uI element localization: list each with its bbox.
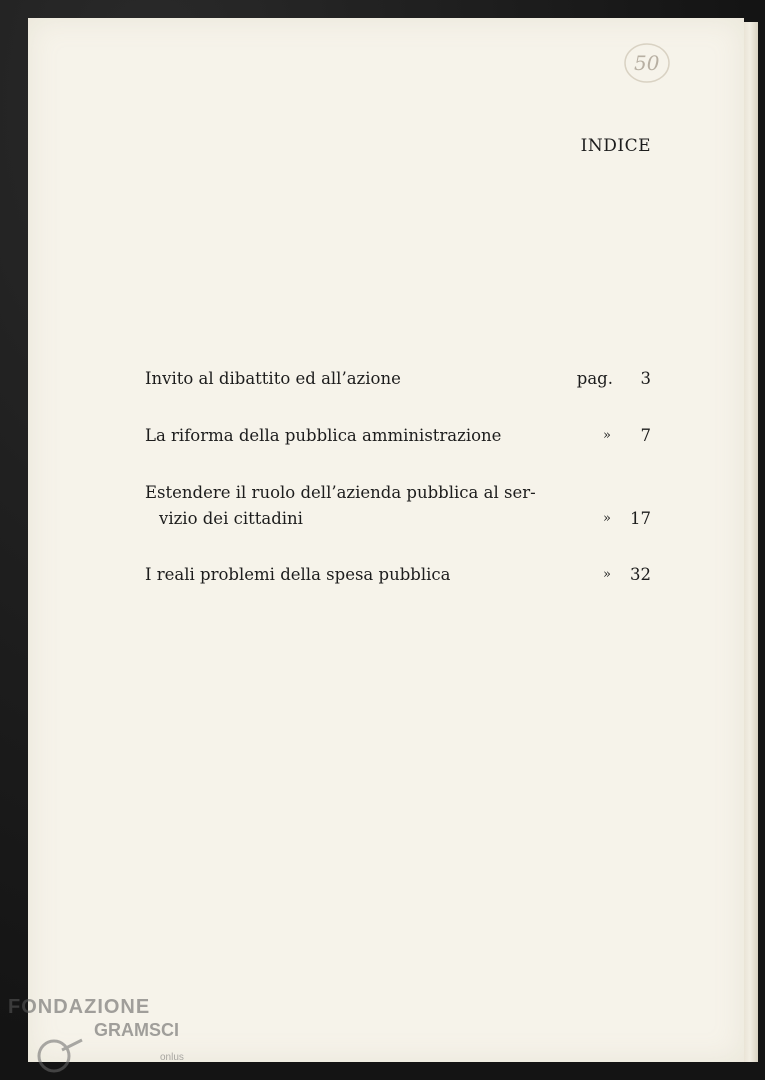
toc-entry-title: I reali problemi della spesa pubblica	[145, 565, 451, 584]
handwritten-page-number	[622, 40, 672, 86]
page-title: INDICE	[580, 136, 651, 156]
toc-page-number: 7	[640, 426, 651, 445]
toc-page-number: 3	[640, 369, 651, 388]
watermark-line2: GRAMSCI	[94, 1020, 179, 1040]
svg-text:50: 50	[634, 51, 660, 75]
watermark-line1: FONDAZIONE	[8, 996, 151, 1018]
toc-entry	[145, 366, 651, 392]
toc-entry-title: La riforma della pubblica amministrazione	[145, 426, 502, 445]
toc-entry-title-continuation: vizio dei cittadini	[159, 509, 303, 528]
toc-entry-title: Invito al dibattito ed all’azione	[145, 369, 401, 388]
ditto-mark: »	[603, 428, 611, 443]
watermark-sub: onlus	[160, 1052, 184, 1063]
ditto-mark: »	[603, 567, 611, 582]
toc-entry	[145, 562, 651, 588]
toc-page-number: 17	[630, 509, 651, 528]
toc-entry	[145, 480, 651, 532]
toc-page-number: 32	[630, 565, 651, 584]
watermark-logo-icon	[32, 1036, 88, 1074]
next-page-edge	[744, 22, 758, 1062]
toc-page-prefix: pag.	[576, 369, 613, 388]
table-of-contents	[145, 366, 651, 588]
ditto-mark: »	[603, 511, 611, 526]
toc-entry	[145, 423, 651, 449]
toc-entry-title: Estendere il ruolo dell’azienda pubblica al ser-	[145, 483, 536, 502]
toc-entry-title-block	[145, 480, 589, 532]
archive-watermark	[2, 994, 192, 1078]
